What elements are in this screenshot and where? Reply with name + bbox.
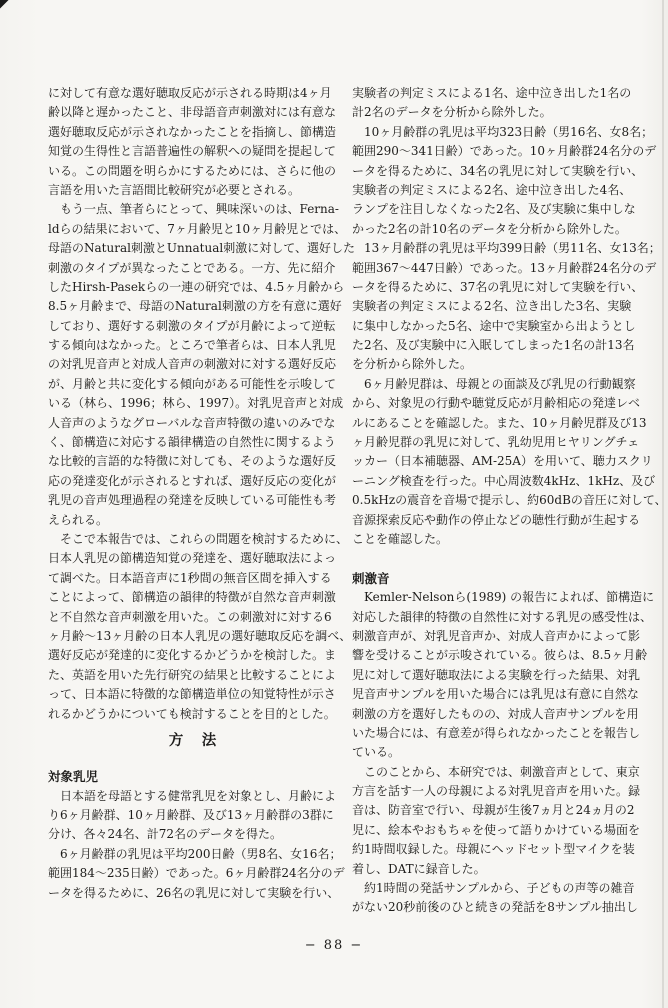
text-line: ランプを注目しなくなった2名、及び実験に集中しな xyxy=(352,202,636,217)
text-line: したHirsh-Pasekらの一連の研究では、4.5ヶ月齢から xyxy=(48,279,345,294)
text-line: ータを得るために、34名の乳児に対して実験を行い、 xyxy=(352,163,644,178)
text-line: 日本人乳児の節構造知覚の発達を、選好聴取法によっ xyxy=(48,551,337,566)
text-line: 6ヶ月齢群の乳児は平均200日齢（男8名、女16名； xyxy=(48,846,342,861)
text-line: Kemler-Nelsonら(1989) の報告によれば、節構造に xyxy=(352,590,655,605)
text-line: えられる。 xyxy=(48,512,109,527)
text-line: 実験者の判定ミスによる2名、途中泣き出した4名、 xyxy=(352,182,632,197)
text-line: がない20秒前後のひと続きの発話を8サンプル抽出し xyxy=(352,900,638,915)
subsection-heading: 刺激音 xyxy=(352,570,390,586)
text-line: ヶ月齢～13ヶ月齢の日本人乳児の選好聴取反応を調べ、 xyxy=(48,628,352,643)
text-line: な比較的言語的な特徴に対しても、そのような選好反 xyxy=(48,454,337,469)
text-line: 分け、各々24名、計72名のデータを得た。 xyxy=(48,827,283,842)
left-column xyxy=(48,84,355,918)
text-line: 約1時間の発話サンプルから、子どもの声等の雑音 xyxy=(352,881,635,896)
text-line: 刺激音声が、対乳児音声か、対成人音声かによって影 xyxy=(352,628,641,643)
text-line: かった2名の計10名のデータを分析から除外した。 xyxy=(352,221,627,236)
text-line: もう一点、筆者らにとって、興味深いのは、Ferna- xyxy=(48,202,339,217)
text-line: 実験者の判定ミスによる2名、泣き出した3名、実験 xyxy=(352,299,632,314)
text-line: 齢以降と遅かったこと、非母語音声刺激対には有意な xyxy=(48,105,337,120)
text-line: 範囲184～235日齢）であった。6ヶ月齢群24名分のデ xyxy=(48,866,345,881)
text-line: って、日本語に特徴的な節構造単位の知覚特性が示さ xyxy=(48,687,336,702)
text-line: の対乳児音声と対成人音声の刺激対に対する選好反応 xyxy=(48,357,337,372)
text-line: ヶ月齢児群の乳児に対して、乳幼児用ヒヤリングチェ xyxy=(352,435,640,450)
text-line: 音源探索反応や動作の停止などの聴性行動が生起する xyxy=(352,512,641,527)
text-line: た、英語を用いた先行研究の結果と比較することによ xyxy=(48,667,337,682)
text-line: から、対象児の行動や聴覚反応が月齢相応の発達レベ xyxy=(352,396,641,411)
text-line: いた場合には、有意差が得られなかったことを報告し xyxy=(352,725,641,740)
text-line: 計2名のデータを分析から除外した。 xyxy=(352,105,552,120)
text-line: 刺激のタイプが異なったことである。一方、先に紹介 xyxy=(48,260,336,275)
text-line: 約1時間収録した。母親にヘッドセット型マイクを装 xyxy=(352,842,635,857)
text-line: 乳児の音声処理過程の発達を反映している可能性も考 xyxy=(48,493,337,508)
page-number: − 88 − xyxy=(304,938,364,953)
text-line: ことを確認した。 xyxy=(352,531,449,546)
text-line: 13ヶ月齢群の乳児は平均399日齢（男11名、女13名； xyxy=(352,241,661,256)
text-line: いる（林ら、1996；林ら、1997）。対乳児音声と対成 xyxy=(48,396,344,411)
text-line: 児音声サンプルを用いた場合には乳児は有意に自然な xyxy=(352,687,639,702)
text-line: く、節構造に対応する韻律構造の自然性に関するよう xyxy=(48,435,336,450)
text-line: 選好聴取反応が示されなかったことを指摘し、節構造 xyxy=(48,124,337,139)
text-line: 児に、絵本やおもちゃを使って語りかけている場面を xyxy=(352,822,641,837)
text-line: 対応した韻律的特徴の自然性に対する乳児の感受性は、 xyxy=(352,609,653,624)
text-line: を分析から除外した。 xyxy=(352,357,473,372)
text-line: 6ヶ月齢児群は、母親との面談及び乳児の行動観察 xyxy=(352,376,636,391)
text-line: しており、選好する刺激のタイプが月齢によって逆転 xyxy=(48,318,336,333)
text-line: ーニング検査を行った。中心周波数4kHz、1kHz、及び xyxy=(352,473,656,488)
right-column xyxy=(352,84,667,918)
text-line: ッカー（日本補聴器、AM-25A）を用いて、聴力スクリ xyxy=(352,454,653,469)
two-column-text-area xyxy=(48,84,667,918)
text-line: ルにあることを確認した。また、10ヶ月齢児群及び13 xyxy=(352,415,647,430)
text-line: 刺激の方を選好したものの、対成人音声サンプルを用 xyxy=(352,706,639,721)
text-line: する傾向はなかった。ところで筆者らは、日本人乳児 xyxy=(48,338,336,353)
text-line: 児に対して選好聴取法による実験を行った結果、対乳 xyxy=(352,667,641,682)
text-line: 言語を用いた言語間比較研究が必要とされる。 xyxy=(48,182,301,197)
text-line: 0.5kHzの震音を音場で提示し、約60dBの音圧に対して、 xyxy=(352,493,667,508)
subsection-heading: 対象乳児 xyxy=(48,769,99,785)
text-line: て調べた。日本語音声に1秒間の無音区間を挿入する xyxy=(48,570,332,585)
text-line: 日本語を母語とする健常乳児を対象とし、月齢によ xyxy=(48,788,337,803)
text-line: ータを得るために、37名の乳児に対して実験を行い、 xyxy=(352,279,644,294)
text-line: ている。 xyxy=(352,745,401,760)
text-line: 範囲367～447日齢）であった。13ヶ月齢群24名分のデ xyxy=(352,260,657,275)
text-line: 方言を話す一人の母親による対乳児音声を用いた。録 xyxy=(352,784,641,799)
text-line: 人音声のようなグローバルな音声特徴の違いのみでな xyxy=(48,415,336,430)
text-line: 実験者の判定ミスによる1名、途中泣き出した1名の xyxy=(352,86,632,100)
text-line: ータを得るために、26名の乳児に対して実験を行い、 xyxy=(48,885,340,900)
text-line: 響を受けることが示唆されている。彼らは、8.5ヶ月齢 xyxy=(352,648,648,663)
text-line: 母語のNatural刺激とUnnatual刺激に対して、選好した xyxy=(48,241,355,256)
text-line: た2名、及び実験中に入眠してしまった1名の計13名 xyxy=(352,338,635,353)
text-line: 8.5ヶ月齢まで、母語のNatural刺激の方を有意に選好 xyxy=(48,299,342,314)
section-heading: 方 法 xyxy=(168,731,219,749)
text-line: ことによって、節構造の韻律的特徴が自然な音声刺激 xyxy=(48,590,336,605)
scan-artifact-corner xyxy=(0,0,9,9)
text-line: 10ヶ月齢群の乳児は平均323日齢（男16名、女8名； xyxy=(352,124,654,139)
text-line: 範囲290～341日齢）であった。10ヶ月齢群24名分のデ xyxy=(352,144,657,159)
text-line: に対して有意な選好聴取反応が示される時期は4ヶ月 xyxy=(48,86,332,100)
text-line: 知覚の生得性と言語普遍性の解釈への疑問を提起して xyxy=(48,144,337,159)
text-line: れるかどうかについても検討することを目的とした。 xyxy=(48,706,336,721)
text-line: このことから、本研究では、刺激音声として、東京 xyxy=(352,764,640,779)
text-line: 応の発達変化が示されるとすれば、選好反応の変化が xyxy=(48,473,337,488)
text-line: と不自然な音声刺激を用いた。この刺激対に対する6 xyxy=(48,609,332,624)
text-line: 着し、DATに録音した。 xyxy=(352,861,486,876)
text-line: り6ヶ月齢群、10ヶ月齢群、及び13ヶ月齢群の3群に xyxy=(48,808,334,823)
text-line: が、月齢と共に変化する傾向がある可能性を示唆して xyxy=(48,376,337,391)
text-line: に集中しなかった5名、途中で実験室から出ようとし xyxy=(352,318,636,333)
text-line: 選好反応が発達的に変化するかどうかを検討した。ま xyxy=(48,648,337,663)
blank-line xyxy=(352,549,643,568)
text-line: 音は、防音室で行い、母親が生後7ヵ月と24ヵ月の2 xyxy=(352,803,635,818)
text-line: そこで本報告では、これらの問題を検討するために、 xyxy=(48,531,349,546)
text-line: ldらの結果において、7ヶ月齢児と10ヶ月齢児とでは、 xyxy=(48,221,347,236)
text-line: いる。この問題を明らかにするためには、さらに他の xyxy=(48,163,337,178)
